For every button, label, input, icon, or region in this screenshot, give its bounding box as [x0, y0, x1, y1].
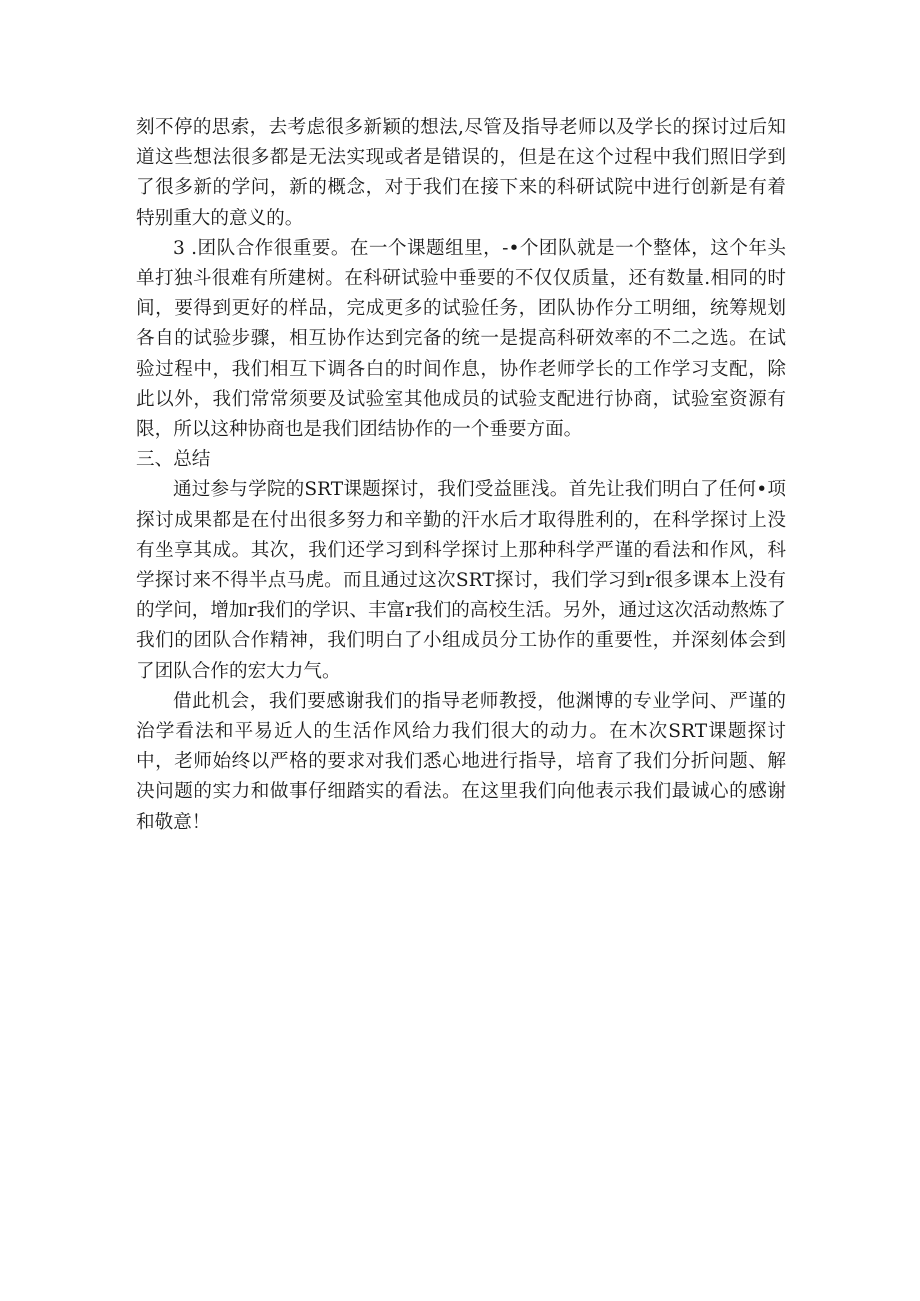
paragraph-summary: 通过参与学院的SRT课题探讨，我们受益匪浅。首先让我们明白了任何•项探讨成果都是在付出很多努力和辛勤的汗水后才取得胜利的，在科学探讨上没有坐享其成。其次，我们还学习到科学探讨上那种科学严谨的看法和作风，科学探讨来不得半点马虎。而且通过这次SRT探讨，我们学习到r很多课本上没有的学问，增加r我们的学识、丰富r我们的高校生活。另外，通过这次活动熬炼了我们的团队合作精神，我们明白了小组成员分工协作的重要性，并深刻体会到了团队合作的宏大力气。 [136, 479, 786, 682]
section-heading-summary: 三、总结 [136, 449, 211, 471]
paragraph-thanks: 借此机会，我们要感谢我们的指导老师教授，他渊博的专业学问、严谨的治学看法和平易近人的生活作风给力我们很大的动力。在木次SRT课题探讨中，老师始终以严格的要求对我们悉心地进行指导，培育了我们分折问题、解决问题的实力和做事仔细踏实的看法。在这里我们向他表示我们最诚心的感谢和敬意！ [136, 690, 786, 833]
document-body [136, 113, 786, 838]
paragraph-continuation: 刻不停的思索，去考虑很多新颖的想法,尽管及指导老师以及学长的探讨过后知道这些想法很多都是无法实现或者是错误的，但是在这个过程中我们照旧学到了很多新的学问，新的概念，对于我们在接下来的科研试院中进行创新是有着特别重大的意义的。 [136, 117, 786, 229]
paragraph-teamwork: 3 .团队合作很重要。在一个课题组里，-•个团队就是一个整体，这个年头单打独斗很难有所建树。在科研试验中垂要的不仅仅质量，还有数量.相同的时间，要得到更好的样品，完成更多的试验任务，团队协作分工明细，统筹规划各自的试验步骤，相互协作达到完备的统一是提高科研效率的不二之选。在试验过程中，我们相互下调各白的时间作息，协作老师学长的工作学习支配，除此以外，我们常常须要及试验室其他成员的试验支配进行协商，试验室资源有限，所以这种协商也是我们团结协作的一个垂要方面。 [136, 237, 786, 441]
